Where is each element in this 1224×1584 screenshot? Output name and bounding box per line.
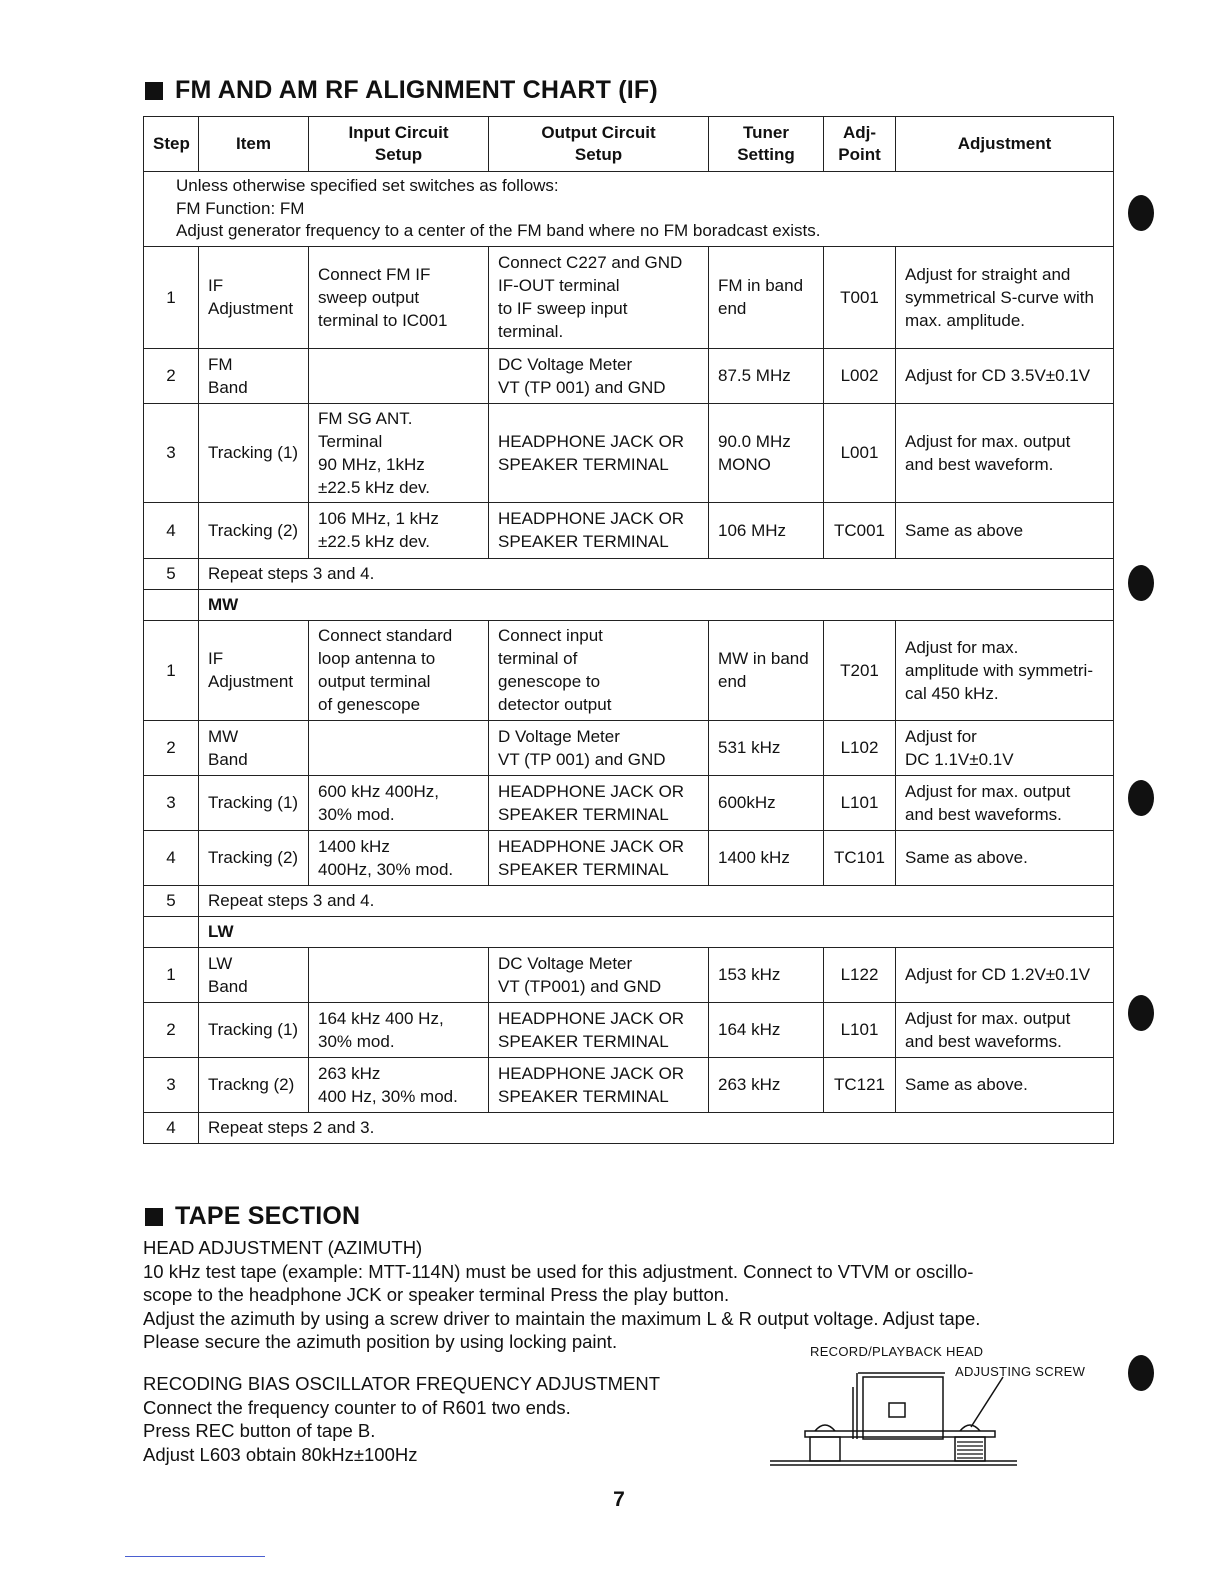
tape-title-text: TAPE SECTION [175, 1202, 361, 1230]
head-adjustment-diagram [765, 1365, 1025, 1470]
cell-adj-point: L101 [824, 775, 896, 830]
settings-note: Unless otherwise specified set switches as follows: FM Function: FM Adjust generator frequency to a center of the FM band where no FM boradcast exists. [144, 172, 1114, 247]
repeat-row [144, 885, 1114, 916]
cell-adjustment: Same as above. [896, 830, 1114, 885]
table-row [144, 620, 1114, 720]
cell-output: Connect C227 and GND IF-OUT terminal to IF sweep input terminal. [489, 246, 709, 348]
cell-item: MW Band [199, 720, 309, 775]
cell-item: Tracking (1) [199, 775, 309, 830]
header-input-circuit: Input Circuit Setup [309, 117, 489, 172]
cell-input [309, 348, 489, 403]
cell-input: FM SG ANT. Terminal 90 MHz, 1kHz ±22.5 kHz dev. [309, 403, 489, 502]
cell-step: 4 [144, 502, 199, 558]
repeat-text: Repeat steps 3 and 4. [199, 885, 1114, 916]
repeat-row [144, 1112, 1114, 1143]
table-row [144, 775, 1114, 830]
page-number: 7 [613, 1488, 625, 1511]
cell-adj-point: L101 [824, 1002, 896, 1057]
table-row [144, 947, 1114, 1002]
cell-step: 4 [144, 830, 199, 885]
cell-item: Tracking (1) [199, 1002, 309, 1057]
cell-step: 1 [144, 620, 199, 720]
cell-step: 2 [144, 720, 199, 775]
header-output-circuit: Output Circuit Setup [489, 117, 709, 172]
table-header-row [144, 117, 1114, 172]
cell-output: D Voltage Meter VT (TP 001) and GND [489, 720, 709, 775]
band-label-row [144, 916, 1114, 947]
cell-input: 1400 kHz 400Hz, 30% mod. [309, 830, 489, 885]
cell-tuner: 153 kHz [709, 947, 824, 1002]
binder-hole-mark [1128, 780, 1154, 816]
cell-output: HEADPHONE JACK OR SPEAKER TERMINAL [489, 403, 709, 502]
binder-hole-mark [1128, 1355, 1154, 1391]
repeat-text: Repeat steps 3 and 4. [199, 558, 1114, 589]
table-row [144, 1057, 1114, 1112]
note-row [144, 172, 1114, 247]
table-row [144, 502, 1114, 558]
cell-tuner: 531 kHz [709, 720, 824, 775]
cell-item: Tracking (2) [199, 502, 309, 558]
cell-adjustment: Adjust for straight and symmetrical S-curve with max. amplitude. [896, 246, 1114, 348]
figure-label-screw: ADJUSTING SCREW [955, 1364, 1086, 1379]
table-row [144, 830, 1114, 885]
table-row [144, 246, 1114, 348]
cell-step: 1 [144, 246, 199, 348]
cell-adjustment: Adjust for max. output and best waveform. [896, 403, 1114, 502]
cell-output: HEADPHONE JACK OR SPEAKER TERMINAL [489, 502, 709, 558]
fm-am-title-text: FM AND AM RF ALIGNMENT CHART (IF) [175, 76, 658, 104]
header-adjustment: Adjustment [896, 117, 1114, 172]
cell-input [309, 720, 489, 775]
header-step: Step [144, 117, 199, 172]
cell-step: 4 [144, 1112, 199, 1143]
cell-step: 2 [144, 348, 199, 403]
cell-adj-point: TC001 [824, 502, 896, 558]
repeat-text: Repeat steps 2 and 3. [199, 1112, 1114, 1143]
cell-tuner: 263 kHz [709, 1057, 824, 1112]
cell-input: Connect standard loop antenna to output terminal of genescope [309, 620, 489, 720]
figure-label-head: RECORD/PLAYBACK HEAD [810, 1344, 984, 1359]
cell-input: Connect FM IF sweep output terminal to IC001 [309, 246, 489, 348]
cell-tuner: MW in band end [709, 620, 824, 720]
cell-output: HEADPHONE JACK OR SPEAKER TERMINAL [489, 830, 709, 885]
cell-item: LW Band [199, 947, 309, 1002]
header-adj-point: Adj- Point [824, 117, 896, 172]
alignment-chart-table [143, 116, 1114, 1144]
cell-output: HEADPHONE JACK OR SPEAKER TERMINAL [489, 1002, 709, 1057]
cell-item: IF Adjustment [199, 246, 309, 348]
cell-tuner: 90.0 MHz MONO [709, 403, 824, 502]
bullet-square-icon [145, 82, 163, 100]
binder-hole-mark [1128, 995, 1154, 1031]
footer-rule [125, 1556, 265, 1557]
cell-tuner: 106 MHz [709, 502, 824, 558]
cell-output: HEADPHONE JACK OR SPEAKER TERMINAL [489, 775, 709, 830]
table-row [144, 348, 1114, 403]
table-row [144, 720, 1114, 775]
cell-adjustment: Adjust for CD 1.2V±0.1V [896, 947, 1114, 1002]
cell-step: 5 [144, 558, 199, 589]
cell-input [309, 947, 489, 1002]
cell-input: 164 kHz 400 Hz, 30% mod. [309, 1002, 489, 1057]
cell-adjustment: Same as above. [896, 1057, 1114, 1112]
mw-band-label: MW [199, 589, 1114, 620]
cell-tuner: 600kHz [709, 775, 824, 830]
cell-adj-point: L122 [824, 947, 896, 1002]
header-item: Item [199, 117, 309, 172]
cell-adjustment: Adjust for max. output and best waveforms. [896, 1002, 1114, 1057]
cell-step [144, 589, 199, 620]
cell-tuner: 164 kHz [709, 1002, 824, 1057]
head-adjustment-text: HEAD ADJUSTMENT (AZIMUTH) 10 kHz test tape (example: MTT-114N) must be used for this adjustment. Connect to VTVM or oscillo- scope to the headphone JCK or speaker terminal Press the play button. Adjust the azimuth by using a screw driver to maintain the maximum L & R output voltage. Adjust tape. Please secure the azimuth position by using locking paint. [143, 1237, 981, 1352]
tape-section-title [145, 1202, 360, 1231]
cell-step: 1 [144, 947, 199, 1002]
bias-oscillator-text: RECODING BIAS OSCILLATOR FREQUENCY ADJUSTMENT Connect the frequency counter to of R601 two ends. Press REC button of tape B. Adjust L603 obtain 80kHz±100Hz [143, 1373, 661, 1465]
cell-input: 600 kHz 400Hz, 30% mod. [309, 775, 489, 830]
cell-step: 3 [144, 403, 199, 502]
cell-item: Trackng (2) [199, 1057, 309, 1112]
cell-adj-point: L001 [824, 403, 896, 502]
cell-output: Connect input terminal of genescope to detector output [489, 620, 709, 720]
table-row [144, 1002, 1114, 1057]
cell-adjustment: Same as above [896, 502, 1114, 558]
band-label-row [144, 589, 1114, 620]
cell-item: IF Adjustment [199, 620, 309, 720]
cell-output: HEADPHONE JACK OR SPEAKER TERMINAL [489, 1057, 709, 1112]
cell-tuner: 87.5 MHz [709, 348, 824, 403]
cell-output: DC Voltage Meter VT (TP001) and GND [489, 947, 709, 1002]
cell-adj-point: T201 [824, 620, 896, 720]
cell-adjustment: Adjust for max. output and best waveforms. [896, 775, 1114, 830]
cell-item: Tracking (1) [199, 403, 309, 502]
header-tuner-setting: Tuner Setting [709, 117, 824, 172]
cell-adj-point: L002 [824, 348, 896, 403]
binder-hole-mark [1128, 565, 1154, 601]
repeat-row [144, 558, 1114, 589]
cell-input: 106 MHz, 1 kHz ±22.5 kHz dev. [309, 502, 489, 558]
cell-adjustment: Adjust for max. amplitude with symmetri- cal 450 kHz. [896, 620, 1114, 720]
cell-adj-point: T001 [824, 246, 896, 348]
table-row [144, 403, 1114, 502]
cell-input: 263 kHz 400 Hz, 30% mod. [309, 1057, 489, 1112]
cell-adjustment: Adjust for DC 1.1V±0.1V [896, 720, 1114, 775]
cell-step [144, 916, 199, 947]
cell-adjustment: Adjust for CD 3.5V±0.1V [896, 348, 1114, 403]
cell-step: 3 [144, 775, 199, 830]
cell-tuner: 1400 kHz [709, 830, 824, 885]
fm-am-section-title [145, 76, 658, 105]
binder-hole-mark [1128, 195, 1154, 231]
bullet-square-icon [145, 1208, 163, 1226]
lw-band-label: LW [199, 916, 1114, 947]
cell-tuner: FM in band end [709, 246, 824, 348]
cell-output: DC Voltage Meter VT (TP 001) and GND [489, 348, 709, 403]
cell-adj-point: TC101 [824, 830, 896, 885]
cell-step: 3 [144, 1057, 199, 1112]
cell-adj-point: L102 [824, 720, 896, 775]
cell-adj-point: TC121 [824, 1057, 896, 1112]
cell-step: 2 [144, 1002, 199, 1057]
cell-item: Tracking (2) [199, 830, 309, 885]
cell-item: FM Band [199, 348, 309, 403]
cell-step: 5 [144, 885, 199, 916]
